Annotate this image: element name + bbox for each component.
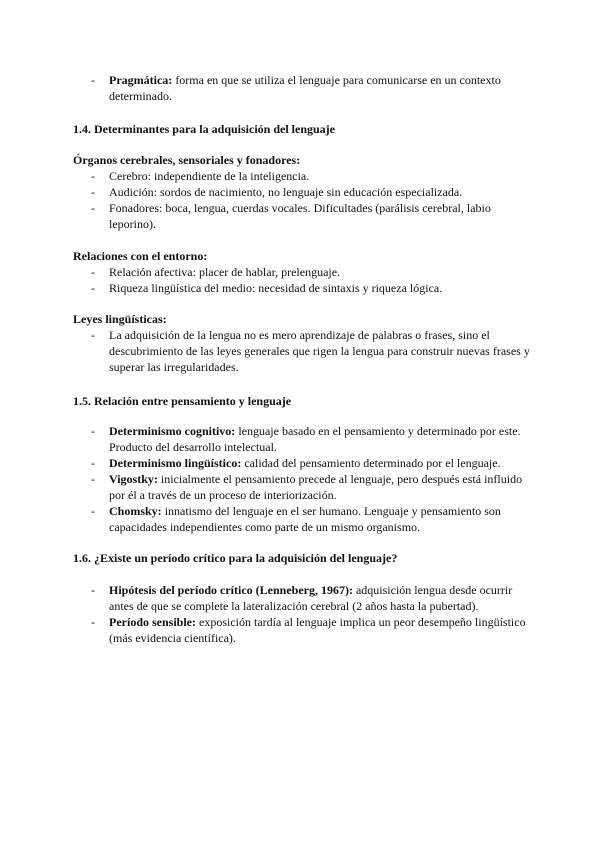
list-item: - La adquisición de la lengua no es mero aprendizaje de palabras o frases, sino el descubrimiento de las leyes generales que rigen la lengua para construir nuevas frases y superar las irregularidades. — [73, 327, 533, 375]
item-term: Período sensible: — [109, 615, 196, 629]
entorno-block — [73, 248, 533, 296]
item-text: inicialmente el pensamiento precede al lenguaje, pero después está influido por él a través de un proceso de interiorización. — [109, 472, 523, 502]
list-item: - Relación afectiva: placer de hablar, prelenguaje. — [73, 264, 533, 280]
list-item — [73, 423, 533, 455]
section-1-6-list — [73, 582, 533, 646]
list-item — [73, 455, 533, 471]
item-term: Hipótesis del período crítico (Lenneberg, 1967): — [109, 583, 353, 597]
item-term: Chomsky: — [109, 504, 162, 518]
section-1-6-block — [73, 582, 533, 646]
leyes-block — [73, 311, 533, 375]
list-item — [73, 471, 533, 503]
item-term: Pragmática: — [109, 73, 173, 87]
list-item: - Audición: sordos de nacimiento, no lenguaje sin educación especializada. — [73, 184, 533, 200]
organos-block — [73, 152, 533, 232]
item-term: Determinismo lingüístico: — [109, 456, 242, 470]
list-item: - Riqueza lingüística del medio: necesidad de sintaxis y riqueza lógica. — [73, 280, 533, 296]
list-item — [73, 582, 533, 614]
organos-heading: Órganos cerebrales, sensoriales y fonadores: — [73, 153, 301, 167]
list-item — [73, 614, 533, 646]
section-1-4-heading: 1.4. Determinantes para la adquisición del lenguaje — [73, 122, 336, 136]
entorno-list — [73, 264, 533, 296]
item-text: adquisición lengua desde ocurrir antes de que se complete la lateralización cerebral (2 años hasta la pubertad). — [109, 583, 513, 613]
list-item — [73, 503, 533, 535]
item-text: lenguaje basado en el pensamiento y determinado por este. Producto del desarrollo intelectual. — [109, 424, 521, 454]
item-text: forma en que se utiliza el lenguaje para comunicarse en un contexto determinado. — [109, 73, 501, 103]
top-list-block — [73, 72, 533, 104]
item-term: Determinismo cognitivo: — [109, 424, 236, 438]
item-text: calidad del pensamiento determinado por el lenguaje. — [241, 456, 501, 470]
leyes-heading: Leyes lingüísticas: — [73, 312, 167, 326]
item-text: exposición tardía al lenguaje implica un peor desempeño lingüístico (más evidencia científica). — [109, 615, 526, 645]
section-1-6-heading: 1.6. ¿Existe un período crítico para la adquisición del lenguaje? — [73, 551, 398, 565]
section-1-5-heading: 1.5. Relación entre pensamiento y lenguaje — [73, 394, 292, 408]
section-1-5-block — [73, 423, 533, 535]
section-1-5-list — [73, 423, 533, 535]
leyes-list — [73, 327, 533, 375]
top-list — [73, 72, 533, 104]
entorno-heading: Relaciones con el entorno: — [73, 249, 208, 263]
list-item: - Cerebro: independiente de la inteligencia. — [73, 168, 533, 184]
item-text: innatismo del lenguaje en el ser humano. Lenguaje y pensamiento son capacidades independientes como parte de un mismo organismo. — [109, 504, 501, 534]
organos-list — [73, 168, 533, 232]
item-term: Vigostky: — [109, 472, 158, 486]
list-item — [73, 72, 533, 104]
list-item: - Fonadores: boca, lengua, cuerdas vocales. Dificultades (parálisis cerebral, labio leporino). — [73, 200, 533, 232]
